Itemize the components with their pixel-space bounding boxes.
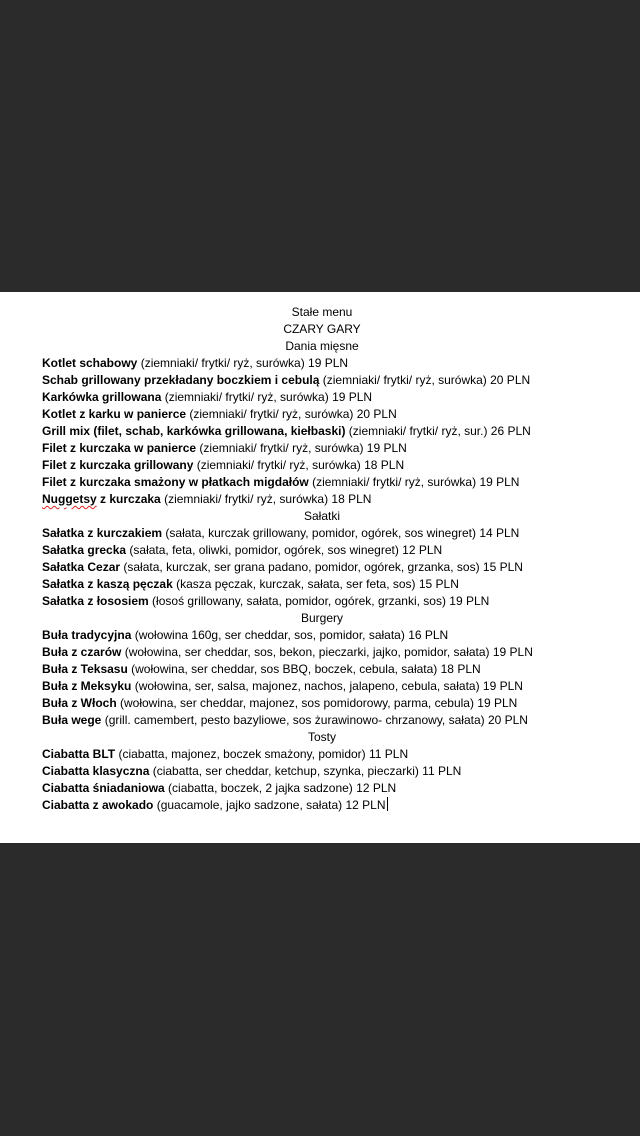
item-name: Filet z kurczaka w panierce: [42, 441, 197, 455]
menu-item: [42, 661, 602, 678]
item-name: Ciabatta śniadaniowa: [42, 781, 165, 795]
item-name: Sałatka z kaszą pęczak: [42, 577, 173, 591]
menu-item: [42, 763, 602, 780]
item-name: Ciabatta klasyczna: [42, 764, 150, 778]
menu-item: [42, 780, 602, 797]
item-desc: (grill. camembert, pesto bazyliowe, sos żurawinowo- chrzanowy, sałata) 20 PLN: [101, 713, 528, 727]
item-desc: (sałata, feta, oliwki, pomidor, ogórek, sos winegret) 12 PLN: [126, 543, 443, 557]
item-name: Buła wege: [42, 713, 102, 727]
menu-item: [42, 355, 602, 372]
item-name: Sałatka Cezar: [42, 560, 121, 574]
spellcheck-flagged-word[interactable]: Nuggetsy: [42, 492, 97, 506]
item-desc: (sałata, kurczak grillowany, pomidor, ogórek, sos winegret) 14 PLN: [162, 526, 520, 540]
item-desc: (kasza pęczak, kurczak, sałata, ser feta, sos) 15 PLN: [172, 577, 459, 591]
item-desc: (ciabatta, majonez, boczek smażony, pomidor) 11 PLN: [115, 747, 409, 761]
item-desc: (ziemniaki/ frytki/ ryż, surówka) 19 PLN: [308, 475, 520, 489]
menu-item: [42, 372, 602, 389]
menu-item: [42, 576, 602, 593]
item-name: Buła z Meksyku: [42, 679, 132, 693]
menu-item: [42, 695, 602, 712]
menu-item: [42, 491, 602, 508]
menu-item: [42, 440, 602, 457]
section-heading-dania: Dania mięsne: [285, 339, 359, 353]
item-desc: (guacamole, jajko sadzone, sałata) 12 PLN: [153, 798, 386, 812]
menu-item: [42, 474, 602, 491]
item-name: Schab grillowany przekładany boczkiem i cebulą: [42, 373, 320, 387]
menu-content: [42, 304, 602, 814]
item-name: z kurczaka: [96, 492, 161, 506]
menu-item: [42, 797, 602, 814]
section-heading-salatki: Sałatki: [303, 509, 341, 523]
menu-item: [42, 525, 602, 542]
restaurant-name: CZARY GARY: [283, 322, 361, 336]
menu-item: [42, 712, 602, 729]
item-desc: (wołowina 160g, ser cheddar, sos, pomidor, sałata) 16 PLN: [131, 628, 449, 642]
item-name: Buła z czarów: [42, 645, 122, 659]
item-name: Sałatka grecka: [42, 543, 127, 557]
item-name: Buła z Teksasu: [42, 662, 128, 676]
item-name: Buła z Włoch: [42, 696, 117, 710]
item-name: Sałatka z kurczakiem: [42, 526, 163, 540]
item-desc: (ziemniaki/ frytki/ ryż, surówka) 18 PLN: [193, 458, 405, 472]
menu-item: [42, 644, 602, 661]
item-desc: (ziemniaki/ frytki/ ryż, sur.) 26 PLN: [345, 424, 531, 438]
item-name: Filet z kurczaka grillowany: [42, 458, 194, 472]
menu-item: [42, 678, 602, 695]
menu-item: [42, 627, 602, 644]
item-desc: (ciabatta, boczek, 2 jajka sadzone) 12 PLN: [164, 781, 397, 795]
item-name: Grill mix (filet, schab, karkówka grillowana, kiełbaski): [42, 424, 346, 438]
menu-item: [42, 542, 602, 559]
menu-item: [42, 559, 602, 576]
item-desc: (wołowina, ser, salsa, majonez, nachos, jalapeno, cebula, sałata) 19 PLN: [131, 679, 523, 693]
item-name: Kotlet z karku w panierce: [42, 407, 187, 421]
item-name: Filet z kurczaka smażony w płatkach migdałów: [42, 475, 309, 489]
menu-item: [42, 593, 602, 610]
document-page: [0, 292, 640, 843]
item-desc: (ziemniaki/ frytki/ ryż, surówka) 20 PLN: [186, 407, 397, 421]
item-desc: (sałata, kurczak, ser grana padano, pomidor, ogórek, grzanka, sos) 15 PLN: [120, 560, 523, 574]
menu-item: [42, 746, 602, 763]
menu-item: [42, 406, 602, 423]
item-desc: (ciabatta, ser cheddar, ketchup, szynka, pieczarki) 11 PLN: [149, 764, 462, 778]
menu-title: Stałe menu: [291, 305, 353, 319]
section-heading-tosty: Tosty: [307, 730, 336, 744]
item-name: Kotlet schabowy: [42, 356, 138, 370]
item-desc: (ziemniaki/ frytki/ ryż, surówka) 19 PLN: [196, 441, 407, 455]
item-desc: (wołowina, ser cheddar, sos, bekon, pieczarki, jajko, pomidor, sałata) 19 PLN: [121, 645, 533, 659]
text-cursor: [387, 797, 388, 811]
item-desc: (łosoś grillowany, sałata, pomidor, ogórek, grzanki, sos) 19 PLN: [148, 594, 490, 608]
item-desc: (wołowina, ser cheddar, majonez, sos pomidorowy, parma, cebula) 19 PLN: [116, 696, 518, 710]
item-name: Karkówka grillowana: [42, 390, 162, 404]
item-name: Ciabatta BLT: [42, 747, 116, 761]
item-name: Buła tradycyjna: [42, 628, 132, 642]
item-name: Ciabatta z awokado: [42, 798, 154, 812]
item-desc: (ziemniaki/ frytki/ ryż, surówka) 19 PLN: [137, 356, 349, 370]
menu-item: [42, 423, 602, 440]
item-name: Sałatka z łososiem: [42, 594, 149, 608]
item-desc: (ziemniaki/ frytki/ ryż, surówka) 19 PLN: [161, 390, 373, 404]
menu-item: [42, 389, 602, 406]
item-desc: (wołowina, ser cheddar, sos BBQ, boczek, cebula, sałata) 18 PLN: [127, 662, 481, 676]
section-heading-burgery: Burgery: [300, 611, 344, 625]
menu-item: [42, 457, 602, 474]
item-desc: (ziemniaki/ frytki/ ryż, surówka) 20 PLN: [319, 373, 531, 387]
item-desc: (ziemniaki/ frytki/ ryż, surówka) 18 PLN: [160, 492, 372, 506]
